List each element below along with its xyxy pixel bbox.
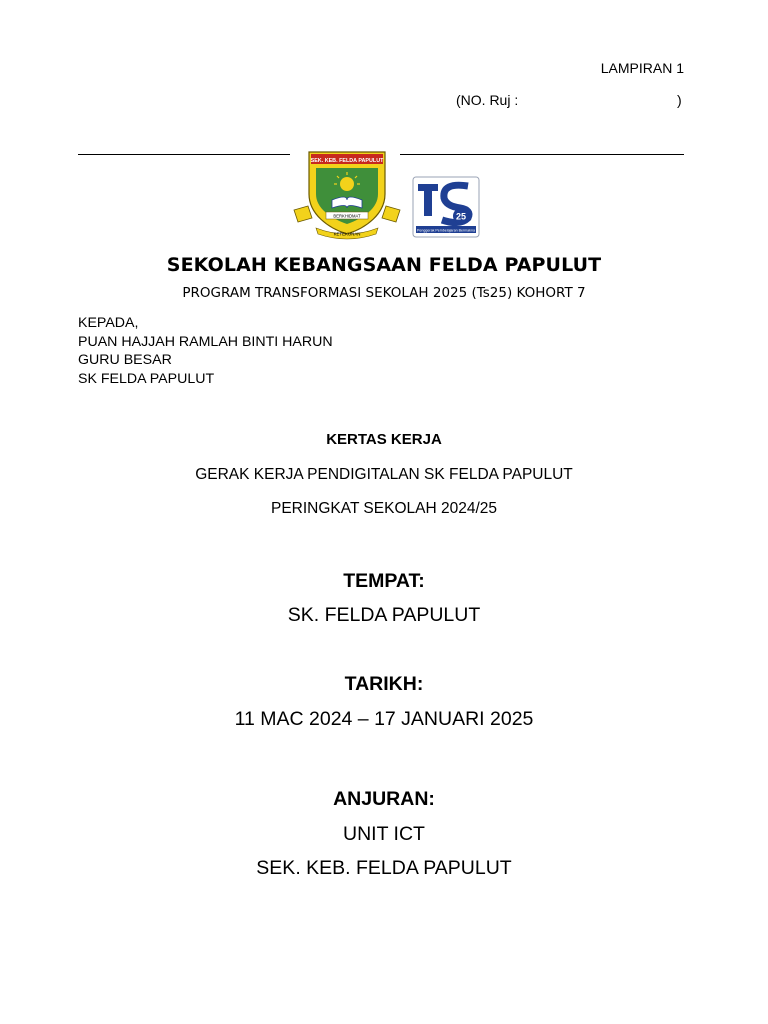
header-rule-right [400,154,684,155]
ts25-number: 25 [455,211,467,222]
tarikh-value: 11 MAC 2024 – 17 JANUARI 2025 [234,708,534,730]
header-rule-left [78,154,290,155]
paper-title-line-2: PERINGKAT SEKOLAH 2024/25 [270,500,497,517]
lampiran-label: LAMPIRAN 1 [600,60,684,76]
ts25-logo [412,176,480,238]
ts25-t-stem [424,184,432,216]
anjuran-value-unit: UNIT ICT [343,823,425,845]
school-emblem-logo [292,148,402,240]
paper-heading: KERTAS KERJA [326,431,442,448]
emblem-book [332,197,362,208]
tempat-value: SK. FELDA PAPULUT [287,604,481,626]
emblem-top-text: SEK. KEB. FELDA PAPULUT [310,157,384,164]
recipient-line-name: PUAN HAJJAH RAMLAH BINTI HARUN [78,333,333,350]
recipient-line-school: SK FELDA PAPULUT [78,370,215,387]
school-name-title: SEKOLAH KEBANGSAAN FELDA PAPULUT [166,254,602,276]
anjuran-label: ANJURAN: [333,788,435,810]
emblem-ribbon-left [294,206,312,222]
anjuran-value-school: SEK. KEB. FELDA PAPULUT [256,857,512,879]
reference-number-close: ) [677,92,682,108]
emblem-sun [340,177,354,191]
ts25-caption: Penggerak Pembelajaran Bermakna [417,228,475,233]
tempat-label: TEMPAT: [343,570,425,592]
tarikh-label: TARIKH: [344,673,424,695]
emblem-ribbon-right [382,206,400,222]
recipient-block [78,314,333,388]
paper-title-line-1: GERAK KERJA PENDIGITALAN SK FELDA PAPULUT [195,466,573,483]
emblem-bottom-text: KETEKUNAN [333,231,361,237]
reference-number-label: (NO. Ruj : [456,92,519,108]
recipient-line-title: GURU BESAR [78,352,172,368]
recipient-line-kepada: KEPADA, [78,315,139,331]
emblem-motto-text: BERKHIDMAT [333,213,361,219]
program-subtitle: PROGRAM TRANSFORMASI SEKOLAH 2025 (Ts25) KOHORT 7 [182,285,586,301]
